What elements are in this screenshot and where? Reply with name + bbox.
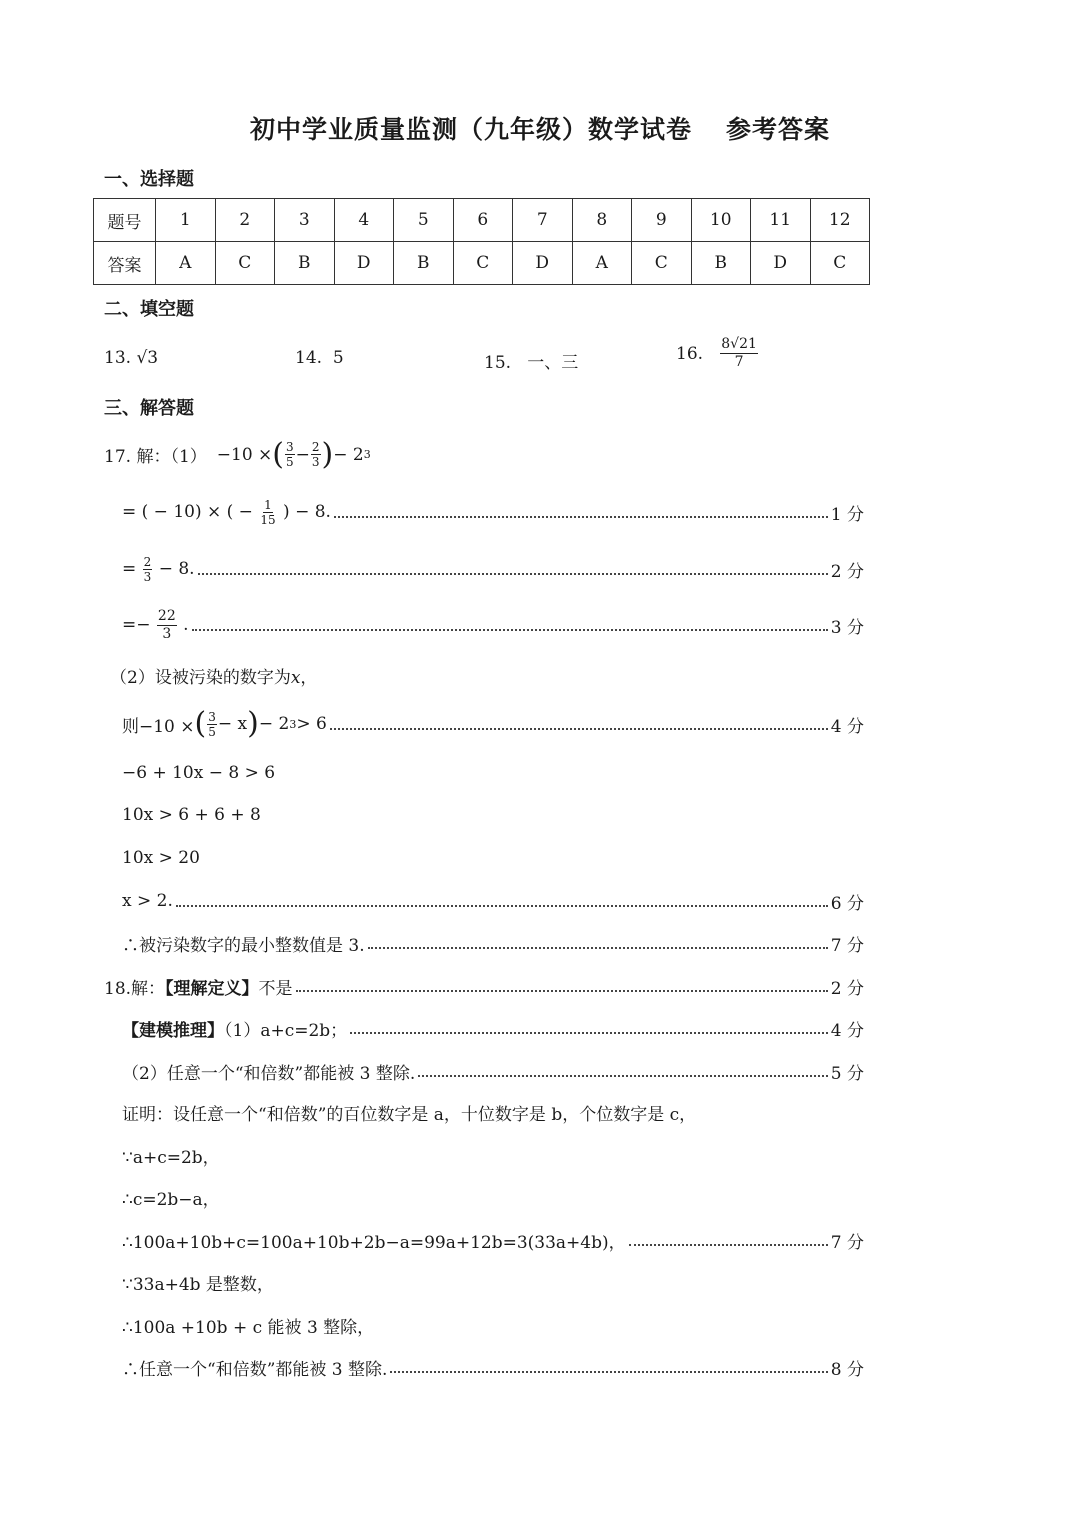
score-label: 7 分 bbox=[830, 1232, 864, 1253]
step-expression: ∴100a+10b+c=100a+10b+2b−a=99a+12b=3(33a+4b)， bbox=[122, 1232, 626, 1253]
q17-part2-intro bbox=[110, 663, 317, 688]
table-cell: C bbox=[453, 242, 513, 285]
table-cell: A bbox=[572, 242, 632, 285]
step-expression: ∴被污染数字的最小整数值是 3. bbox=[122, 935, 365, 956]
q17-problem: 17. 解：（1） −10 × ( $\frac{3}{5}$ − $\frac{2}{3}$ ) − 2 3 bbox=[104, 436, 371, 472]
fraction-3-5 bbox=[207, 710, 217, 739]
q17-step-3 bbox=[122, 607, 864, 642]
table-cell: 3 bbox=[275, 199, 335, 242]
step-expression: 则−10 × ( $\frac{3}{5}$ − x ) − 2 3 > 6 bbox=[122, 706, 327, 741]
dot-leader bbox=[368, 947, 828, 949]
intro-text: （2）设被污染的数字为 bbox=[110, 668, 291, 688]
table-cell: D bbox=[334, 242, 394, 285]
table-cell: 4 bbox=[334, 199, 394, 242]
intro-punct: ， bbox=[300, 668, 318, 688]
answer-value: 5 bbox=[332, 348, 344, 368]
q17-step-6: 10x > 6 + 6 + 8 bbox=[122, 805, 261, 825]
page-title bbox=[0, 110, 1080, 146]
table-cell: 8 bbox=[572, 199, 632, 242]
answer-value: √3 bbox=[136, 348, 159, 368]
dot-leader bbox=[198, 573, 828, 575]
expr-part: −10 × bbox=[216, 444, 273, 465]
title-main: 初中学业质量监测（九年级）数学试卷 bbox=[249, 115, 692, 144]
answer-table bbox=[93, 198, 870, 285]
score-label: 2 分 bbox=[830, 978, 864, 999]
answer-text: （1）a+c=2b； bbox=[224, 1020, 348, 1041]
fraction-denominator: 15 bbox=[260, 512, 276, 527]
expr-part: 则−10 × bbox=[122, 716, 195, 737]
table-row-answers bbox=[94, 242, 870, 285]
table-cell: A bbox=[156, 242, 216, 285]
question-number: 13. bbox=[104, 348, 132, 368]
fraction-denominator: 3 bbox=[162, 625, 172, 642]
fraction-numerator: 22 bbox=[157, 607, 176, 624]
score-label: 4 分 bbox=[830, 1020, 864, 1041]
expr-part: − 2 bbox=[333, 444, 364, 465]
expr-part: − 2 bbox=[258, 714, 290, 734]
exponent: 3 bbox=[363, 448, 371, 461]
score-label: 7 分 bbox=[830, 935, 864, 956]
expr-part: = ( − 10) × ( − bbox=[122, 501, 253, 522]
score-label: 2 分 bbox=[830, 561, 864, 582]
section-solve-heading: 三、解答题 bbox=[104, 398, 194, 419]
expr-part: =− bbox=[122, 614, 151, 635]
q18-line-8: ∵33a+4b 是整数， bbox=[122, 1275, 274, 1295]
fraction-denominator: 5 bbox=[208, 724, 216, 739]
table-cell: B bbox=[691, 242, 751, 285]
q18-line-6: ∴c=2b−a， bbox=[122, 1190, 220, 1210]
expr-part: − 8. bbox=[158, 558, 195, 579]
table-cell: 12 bbox=[810, 199, 870, 242]
expr-part: > 6 bbox=[296, 714, 327, 734]
expr-part: . bbox=[183, 614, 189, 635]
step-expression bbox=[122, 1016, 347, 1041]
expr-part: − x bbox=[217, 714, 248, 734]
section-tag: 【建模推理】 bbox=[122, 1020, 224, 1041]
q17-step-8 bbox=[122, 887, 864, 915]
q18-line-9: ∴100a +10b + c 能被 3 整除， bbox=[122, 1318, 375, 1338]
score-label: 4 分 bbox=[830, 716, 864, 737]
answer-fraction bbox=[720, 336, 758, 371]
step-expression bbox=[104, 974, 293, 999]
dot-leader bbox=[350, 1032, 828, 1034]
dot-leader bbox=[192, 629, 828, 631]
q18-line-4: 证明：设任意一个“和倍数”的百位数字是 a，十位数字是 b，个位数字是 c， bbox=[122, 1105, 697, 1125]
table-cell: 5 bbox=[394, 199, 454, 242]
q17-label: 17. 解：（1） bbox=[104, 447, 207, 467]
q17-step-7: 10x > 20 bbox=[122, 848, 200, 868]
q18-line-5: ∵a+c=2b， bbox=[122, 1148, 220, 1168]
table-cell: 1 bbox=[156, 199, 216, 242]
fraction-numerator: 2 bbox=[311, 440, 320, 454]
table-row-label: 题号 bbox=[94, 199, 156, 242]
q17-step-2 bbox=[122, 555, 864, 583]
fraction-numerator: 3 bbox=[208, 709, 216, 724]
q17-step-4 bbox=[122, 706, 864, 741]
table-cell: 2 bbox=[215, 199, 275, 242]
fraction-denominator: 3 bbox=[143, 569, 152, 584]
fraction-3-5 bbox=[285, 440, 295, 469]
table-cell: 10 bbox=[691, 199, 751, 242]
step-expression bbox=[122, 555, 195, 584]
table-cell: C bbox=[632, 242, 692, 285]
step-expression bbox=[122, 608, 189, 643]
fraction-numerator: 1 bbox=[264, 497, 272, 512]
step-expression bbox=[122, 498, 331, 527]
dot-leader bbox=[418, 1075, 828, 1077]
fraction-2-3 bbox=[311, 440, 321, 469]
exponent: 3 bbox=[289, 717, 297, 731]
table-cell: D bbox=[751, 242, 811, 285]
q18-line-7 bbox=[122, 1226, 864, 1254]
score-label: 1 分 bbox=[830, 504, 864, 525]
expr-part: = bbox=[122, 558, 137, 579]
fraction-denominator: 7 bbox=[734, 354, 744, 370]
table-cell: B bbox=[394, 242, 454, 285]
q18-line-10 bbox=[122, 1353, 864, 1381]
fraction-numerator: 3 bbox=[286, 440, 294, 454]
dot-leader bbox=[629, 1244, 828, 1246]
table-cell: B bbox=[275, 242, 335, 285]
step-expression: （2）任意一个“和倍数”都能被 3 整除. bbox=[122, 1063, 416, 1084]
q17-step-5: −6 + 10x − 8 > 6 bbox=[122, 763, 276, 783]
score-label: 6 分 bbox=[830, 893, 864, 914]
expr-part: ) − 8. bbox=[283, 501, 331, 522]
answer-value: 一、三 bbox=[527, 353, 579, 373]
fraction-numerator: 2 bbox=[143, 554, 152, 569]
answer-text: 不是 bbox=[258, 978, 293, 999]
table-cell: 9 bbox=[632, 199, 692, 242]
q17-step-1 bbox=[122, 498, 864, 526]
table-row-numbers bbox=[94, 199, 870, 242]
dot-leader bbox=[176, 905, 828, 907]
fill-answer-13 bbox=[104, 348, 158, 368]
q18-label: 18.解： bbox=[104, 978, 166, 999]
table-cell: 6 bbox=[453, 199, 513, 242]
q17-step-9 bbox=[122, 929, 864, 957]
step-expression: x > 2. bbox=[122, 891, 173, 911]
section-fill-heading: 二、填空题 bbox=[104, 299, 194, 320]
fraction-numerator: 8√21 bbox=[721, 336, 757, 352]
fraction-22-3 bbox=[157, 608, 177, 643]
table-cell: D bbox=[513, 242, 573, 285]
fraction-denominator: 3 bbox=[311, 455, 320, 469]
title-sub: 参考答案 bbox=[726, 115, 831, 144]
table-cell: 11 bbox=[751, 199, 811, 242]
score-label: 5 分 bbox=[830, 1063, 864, 1084]
fill-answer-15 bbox=[484, 348, 578, 373]
score-label: 8 分 bbox=[830, 1359, 864, 1380]
dot-leader bbox=[390, 1371, 827, 1373]
table-cell: C bbox=[215, 242, 275, 285]
fraction-2-3 bbox=[143, 555, 153, 584]
table-cell: C bbox=[810, 242, 870, 285]
dot-leader bbox=[334, 516, 828, 518]
fraction-1-15 bbox=[259, 498, 276, 527]
q18-line-1 bbox=[104, 972, 864, 1000]
section-choice-heading: 一、选择题 bbox=[104, 169, 194, 190]
table-cell: 7 bbox=[513, 199, 573, 242]
dot-leader bbox=[330, 728, 828, 730]
q18-line-3 bbox=[122, 1057, 864, 1085]
fill-answer-16 bbox=[676, 336, 759, 371]
step-expression: ∴任意一个“和倍数”都能被 3 整除. bbox=[122, 1359, 388, 1380]
expr-part: − bbox=[295, 444, 310, 465]
question-number: 15. bbox=[484, 353, 512, 373]
fraction-denominator: 5 bbox=[286, 455, 294, 469]
q18-line-2 bbox=[122, 1014, 864, 1042]
section-tag: 【理解定义】 bbox=[165, 978, 259, 999]
table-row-label: 答案 bbox=[94, 242, 156, 285]
question-number: 16. bbox=[676, 343, 704, 364]
fill-answer-14 bbox=[295, 348, 344, 368]
score-label: 3 分 bbox=[830, 617, 864, 638]
question-number: 14. bbox=[295, 348, 323, 368]
variable-x: x bbox=[290, 668, 301, 688]
dot-leader bbox=[296, 990, 828, 992]
